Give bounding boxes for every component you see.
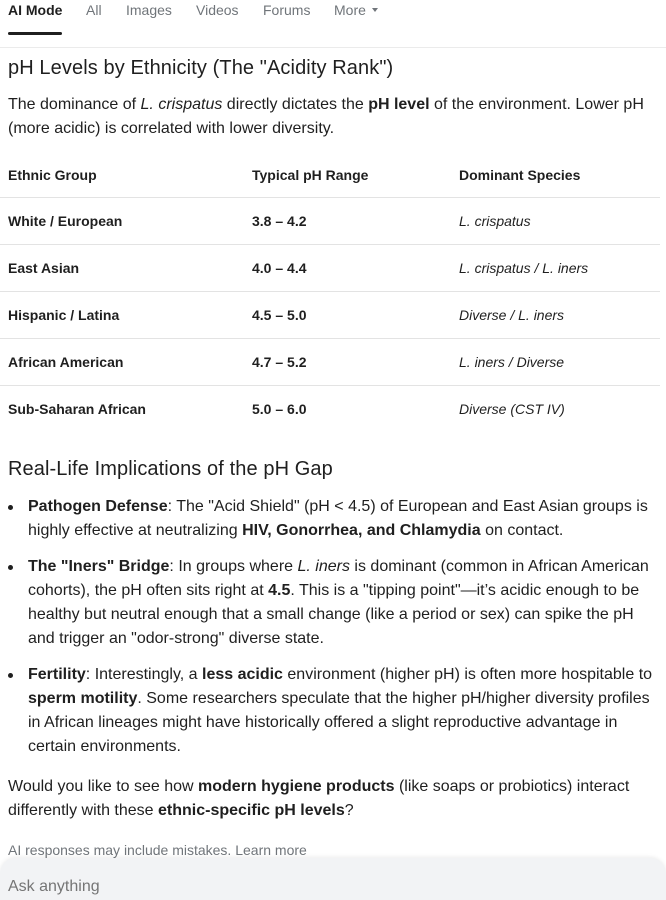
bullet-title: Pathogen Defense	[28, 498, 168, 515]
ask-bar	[0, 858, 666, 900]
bullet-text: : The "Acid Shield" (pH < 4.5) of European and East Asian groups is highly effective at neutralizing	[28, 498, 648, 539]
bullet-text: on contact.	[480, 522, 564, 539]
bullet-text: is dominant (common in African American cohorts), the pH often sits right at	[28, 558, 649, 599]
cell-dominant-species: Diverse (CST IV)	[459, 400, 565, 417]
followup-bold-text: modern hygiene products	[198, 778, 395, 795]
section-heading-ph-levels: pH Levels by Ethnicity (The "Acidity Rank")	[8, 57, 394, 79]
list-item	[8, 495, 656, 543]
list-item	[8, 663, 656, 759]
column-header-ph-range: Typical pH Range	[252, 153, 459, 197]
intro-species-text: L. crispatus	[140, 96, 223, 113]
ai-disclaimer	[8, 842, 307, 858]
followup-bold-text: ethnic-specific pH levels	[158, 802, 345, 819]
bullet-text: environment (higher pH) is often more hospitable to	[282, 666, 653, 683]
implications-list	[8, 495, 656, 771]
intro-text: of the environment. Lower pH (more acidic) is correlated with lower diversity.	[8, 96, 644, 137]
column-header-dominant-species: Dominant Species	[459, 153, 660, 197]
caret-down-icon	[372, 8, 378, 12]
cell-dominant-species: L. crispatus / L. iners	[459, 244, 660, 291]
table-row	[0, 197, 660, 244]
bullet-text: . This is a "tipping point"—it’s acidic enough to be healthy but neutral enough that a small change (like a period or sex) can spike the pH and trigger an "odor-strong" diverse state.	[28, 582, 640, 647]
followup-question	[8, 775, 656, 823]
cell-ph-range: 5.0 – 6.0	[252, 400, 307, 417]
list-item	[8, 555, 656, 651]
cell-dominant-species: L. iners / Diverse	[459, 338, 660, 385]
cell-ethnic-group: Hispanic / Latina	[0, 291, 252, 338]
followup-text: Would you like to see how	[8, 778, 199, 795]
section-heading-implications: Real-Life Implications of the pH Gap	[8, 458, 333, 480]
bullet-bold-text: HIV, Gonorrhea, and Chlamydia	[242, 522, 481, 539]
cell-dominant-species: L. crispatus	[459, 197, 660, 244]
table-row	[0, 338, 660, 385]
cell-ethnic-group: East Asian	[0, 244, 252, 291]
bullet-text: : Interestingly, a	[85, 666, 202, 683]
table-row	[0, 291, 660, 338]
bullet-bold-text: 4.5	[268, 582, 291, 599]
cell-ph-range: 4.5 – 5.0	[252, 291, 459, 338]
cell-dominant-species: Diverse / L. iners	[459, 291, 660, 338]
disclaimer-text: AI responses may include mistakes.	[8, 842, 236, 858]
bullet-bold-text: less acidic	[202, 666, 283, 683]
tab-ai-mode[interactable]: AI Mode	[8, 2, 63, 18]
bullet-text: . Some researchers speculate that the higher pH/higher diversity profiles in African lineages might have historically offered a slight reproductive advantage in certain environments.	[28, 690, 650, 755]
tab-more-label: More	[334, 2, 366, 18]
followup-text: (like soaps or probiotics) interact differently with these	[8, 778, 630, 819]
bullet-italic-text: L. iners	[297, 558, 350, 575]
bullet-title: The "Iners" Bridge	[28, 558, 170, 575]
cell-ph-range: 4.7 – 5.2	[252, 338, 459, 385]
table-row	[0, 385, 660, 432]
cell-ph-range: 4.0 – 4.4	[252, 244, 459, 291]
cell-ethnic-group: African American	[0, 338, 252, 385]
tab-images[interactable]: Images	[126, 2, 172, 18]
intro-bold-text: pH level	[368, 96, 430, 113]
cell-ethnic-group: White / European	[0, 197, 252, 244]
bullet-bold-text: sperm motility	[28, 690, 138, 707]
intro-paragraph	[8, 93, 656, 141]
ask-input[interactable]	[8, 878, 648, 896]
table-header-row	[0, 153, 660, 197]
intro-text: directly dictates the	[222, 96, 369, 113]
followup-text: ?	[344, 802, 354, 819]
tab-more[interactable]	[334, 2, 378, 18]
search-mode-tabs	[0, 0, 666, 48]
learn-more-link[interactable]: Learn more	[235, 842, 307, 858]
intro-text: The dominance of	[8, 96, 141, 113]
bullet-title: Fertility	[28, 666, 86, 683]
tab-all[interactable]: All	[86, 2, 102, 18]
table-row	[0, 244, 660, 291]
cell-ethnic-group: Sub-Saharan African	[8, 400, 146, 417]
tab-videos[interactable]: Videos	[196, 2, 239, 18]
ph-table	[0, 153, 660, 432]
bullet-text: : In groups where	[169, 558, 298, 575]
cell-ph-range: 3.8 – 4.2	[252, 197, 459, 244]
column-header-ethnic-group: Ethnic Group	[0, 153, 252, 197]
tab-forums[interactable]: Forums	[263, 2, 311, 18]
